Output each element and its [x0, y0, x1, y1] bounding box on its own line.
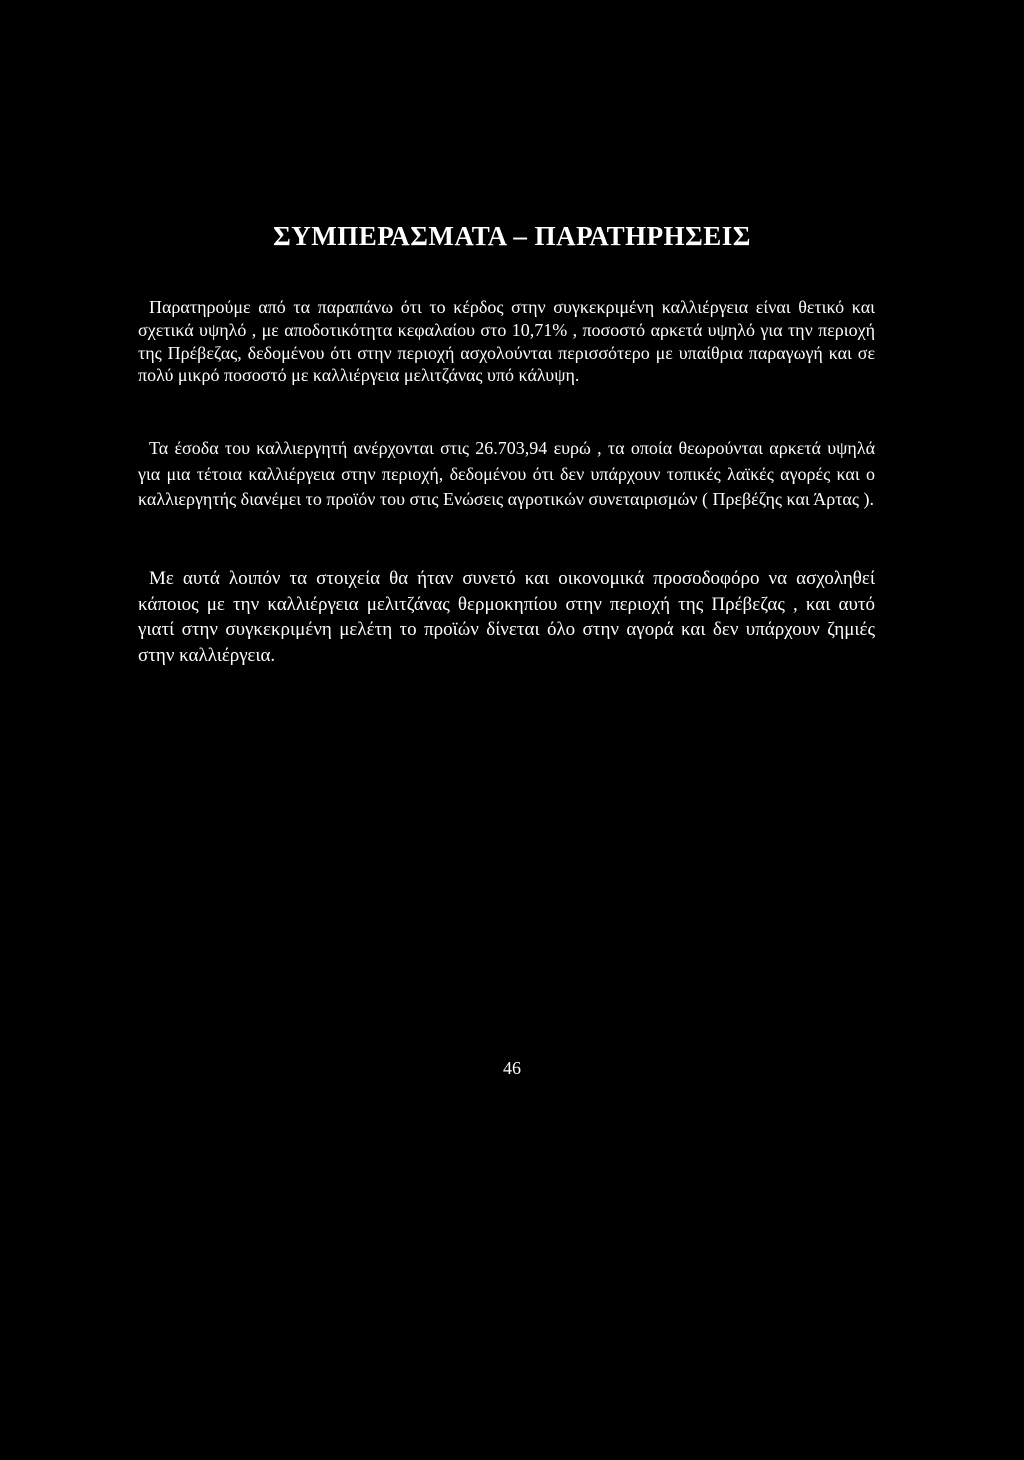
paragraph-3: Με αυτά λοιπόν τα στοιχεία θα ήταν συνετό και οικονομικά προσοδοφόρο να ασχοληθεί κάποιος με την καλλιέργεια μελιτζάνας θερμοκηπίου στην περιοχή της Πρέβεζας , και αυτό γιατί στην συγκεκριμένη μελέτη το προϊών δίνεται όλο στην αγορά και δεν υπάρχουν ζημιές στην καλλιέργεια. — [138, 568, 875, 666]
page-number: 46 — [503, 1058, 521, 1078]
paragraph-1: Παρατηρούμε από τα παραπάνω ότι το κέρδος στην συγκεκριμένη καλλιέργεια είναι θετικό και σχετικά υψηλό , με αποδοτικότητα κεφαλαίου στο 10,71% , ποσοστό αρκετά υψηλό για την περιοχή της Πρέβεζας, δεδομένου ότι στην περιοχή ασχολούνται περισσότερο με υπαίθρια παραγωγή και σε πολύ μικρό ποσοστό με καλλιέργεια μελιτζάνας υπό κάλυψη. — [138, 297, 875, 386]
paragraph-2: Τα έσοδα του καλλιεργητή ανέρχονται στις 26.703,94 ευρώ , τα οποία θεωρούνται αρκετά υψηλά για μια τέτοια καλλιέργεια στην περιοχή, δεδομένου ότι δεν υπάρχουν τοπικές λαϊκές αγορές και ο καλλιεργητής διανέμει το προϊόν του στις Ενώσεις αγροτικών συνεταιρισμών ( Πρεβέζης και Άρτας ). — [138, 438, 875, 509]
page-title: ΣΥΜΠΕΡΑΣΜΑΤΑ – ΠΑΡΑΤΗΡΗΣΕΙΣ — [273, 221, 751, 252]
